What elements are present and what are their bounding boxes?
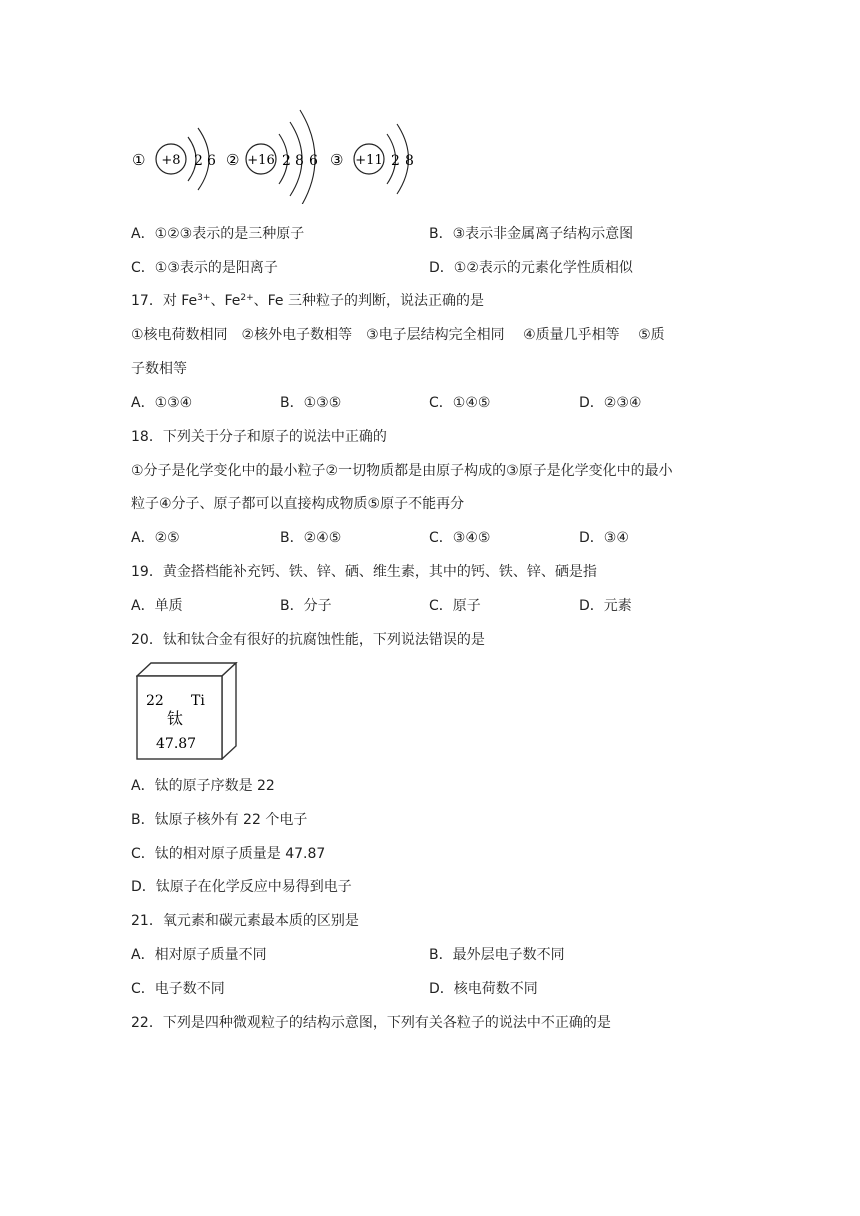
atom-1-shell-1-count: 2 [194,153,203,169]
q17-stem-pre: 17．对 Fe [131,293,198,309]
element-name: 钛 [167,709,184,728]
q21-option-c: C．电子数不同 [131,981,225,997]
q18-option-a: A．②⑤ [131,530,180,546]
q17-charge-2plus: 2+ [240,293,254,303]
atom-1-nucleus: +8 [161,153,181,168]
q19-option-d: D．元素 [579,598,632,614]
atom-3-marker: ③ [330,151,344,169]
q17-option-d: D．②③④ [579,395,642,411]
q21-option-b: B．最外层电子数不同 [429,947,565,963]
q16-option-b: B．③表示非金属离子结构示意图 [429,226,634,242]
atom-3-shell-1-count: 2 [391,153,400,169]
q19-option-c: C．原子 [429,598,481,614]
q19-option-b: B．分子 [280,598,332,614]
q21-option-d: D．核电荷数不同 [429,981,538,997]
atom-1-marker: ① [132,151,146,169]
atom-2-marker: ② [226,151,240,169]
atom-3-nucleus: +11 [355,153,383,168]
q18-statements-line-2: 粒子④分子、原子都可以直接构成物质⑤原子不能再分 [131,496,465,512]
q16-option-a: A．①②③表示的是三种原子 [131,226,305,242]
q20-option-b: B．钛原子核外有 22 个电子 [131,812,308,828]
atom-2-shell-1-count: 2 [282,153,291,169]
q18-option-d: D．③④ [579,530,629,546]
q17-option-b: B．①③⑤ [280,395,342,411]
element-symbol: Ti [191,693,205,709]
q17-option-a: A．①③④ [131,395,193,411]
q18-statements-line-1: ①分子是化学变化中的最小粒子②一切物质都是由原子构成的③原子是化学变化中的最小 [131,463,673,479]
q18-stem: 18．下列关于分子和原子的说法中正确的 [131,429,387,445]
q17-stem [131,291,484,311]
q20-option-a: A．钛的原子序数是 22 [131,778,275,794]
q22-stem: 22．下列是四种微观粒子的结构示意图，下列有关各粒子的说法中不正确的是 [131,1015,611,1031]
q19-option-a: A．单质 [131,598,183,614]
q17-stem-mid: 、Fe [210,293,241,309]
q17-statements-line-1: ①核电荷数相同 ②核外电子数相等 ③电子层结构完全相同 ④质量几乎相等 ⑤质 [131,327,665,343]
atom-2-shell-2-count: 8 [295,153,304,169]
titanium-element-card [136,662,238,760]
q21-stem: 21．氧元素和碳元素最本质的区别是 [131,913,359,929]
q17-option-c: C．①④⑤ [429,395,491,411]
q18-option-c: C．③④⑤ [429,530,491,546]
q17-stem-post: 、Fe 三种粒子的判断，说法正确的是 [253,293,484,309]
atom-3-shell-2-count: 8 [405,153,414,169]
atom-2-nucleus: +16 [247,153,275,168]
atomic-number: 22 [146,693,164,709]
q19-stem: 19．黄金搭档能补充钙、铁、锌、硒、维生素，其中的钙、铁、锌、硒是指 [131,564,597,580]
q21-option-a: A．相对原子质量不同 [131,947,267,963]
atom-1-shell-2-count: 6 [207,153,216,169]
atom-structure-diagram [128,104,428,204]
q17-charge-3plus: 3+ [197,293,211,303]
atom-2-shell-3-count: 6 [309,153,318,169]
q18-option-b: B．②④⑤ [280,530,342,546]
card-top-face [137,663,236,676]
q16-option-c: C．①③表示的是阳离子 [131,260,278,276]
q20-option-d: D．钛原子在化学反应中易得到电子 [131,879,352,895]
q20-option-c: C．钛的相对原子质量是 47.87 [131,846,326,862]
q16-option-d: D．①②表示的元素化学性质相似 [429,260,633,276]
atomic-mass: 47.87 [156,736,197,752]
q20-stem: 20．钛和钛合金有很好的抗腐蚀性能，下列说法错误的是 [131,632,485,648]
q17-statements-line-2: 子数相等 [131,361,187,377]
card-side-face [222,663,236,759]
